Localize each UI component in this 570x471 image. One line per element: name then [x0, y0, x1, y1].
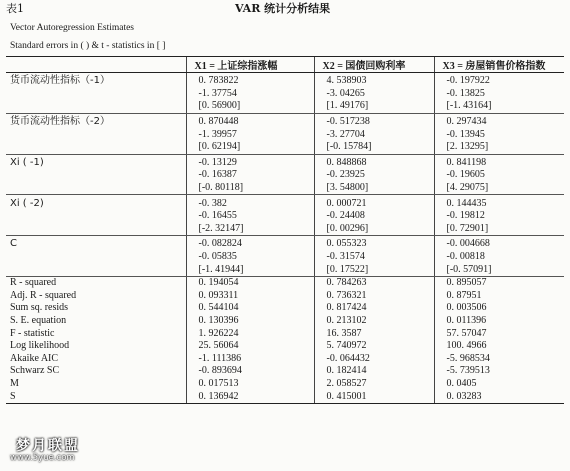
statistic-label: Akaike AIC	[10, 352, 59, 364]
table-number: 表1	[6, 2, 24, 15]
empty-label-cell	[6, 210, 186, 223]
std-error-cell: -3. 04265	[314, 88, 434, 101]
coefficient-cell: 0. 297434	[434, 113, 564, 128]
statistic-value: 0. 87951	[434, 290, 564, 303]
t-stat-cell: [0. 62194]	[186, 141, 314, 154]
coefficient-cell: -0. 382	[186, 195, 314, 210]
statistic-value: 0. 213102	[314, 315, 434, 328]
empty-label-cell	[6, 141, 186, 154]
statistic-value: 0. 017513	[186, 378, 314, 391]
std-error-cell: -0. 05835	[186, 251, 314, 264]
statistic-row	[6, 340, 564, 353]
coefficient-row	[6, 100, 564, 113]
coefficient-row	[6, 251, 564, 264]
variable-label: 货币流动性指标（-2）	[10, 116, 110, 128]
statistic-label: F - statistic	[10, 327, 55, 339]
empty-label-cell	[6, 169, 186, 182]
t-stat-cell: [0. 72901]	[434, 223, 564, 236]
empty-label-cell	[6, 251, 186, 264]
watermark-url: www.5yue.com	[10, 453, 75, 463]
table-header-row	[6, 57, 564, 73]
coefficient-cell: 0. 144435	[434, 195, 564, 210]
statistic-row	[6, 276, 564, 289]
coefficient-cell: 0. 841198	[434, 154, 564, 169]
t-stat-cell: [3. 54800]	[314, 182, 434, 195]
std-error-cell: -0. 19605	[434, 169, 564, 182]
coefficient-row	[6, 113, 564, 128]
t-stat-cell: [1. 49176]	[314, 100, 434, 113]
t-stat-cell: [-0. 15784]	[314, 141, 434, 154]
coefficient-row	[6, 88, 564, 101]
statistic-value: 5. 740972	[314, 340, 434, 353]
empty-label-cell	[6, 223, 186, 236]
coefficient-cell: -0. 004668	[434, 236, 564, 251]
std-error-cell: -1. 37754	[186, 88, 314, 101]
statistic-value: 0. 415001	[314, 390, 434, 403]
statistic-value: 0. 817424	[314, 302, 434, 315]
column-header: X1 = 上证综指涨幅	[186, 57, 314, 73]
statistic-label: R - squared	[10, 277, 57, 289]
statistic-row	[6, 390, 564, 403]
empty-label-cell	[6, 263, 186, 276]
empty-label-cell	[6, 128, 186, 141]
t-stat-cell: [-1. 43164]	[434, 100, 564, 113]
coefficient-row	[6, 141, 564, 154]
coefficient-cell: 0. 848868	[314, 154, 434, 169]
statistic-value: 0. 182414	[314, 365, 434, 378]
statistic-value: -0. 893694	[186, 365, 314, 378]
coefficient-row	[6, 195, 564, 210]
statistic-value: 0. 130396	[186, 315, 314, 328]
statistic-label: Adj. R - squared	[10, 289, 77, 301]
header-blank	[6, 57, 186, 73]
variable-label: C	[10, 238, 17, 250]
statistic-label: S. E. equation	[10, 314, 67, 326]
statistic-value: 0. 544104	[186, 302, 314, 315]
statistic-value: -0. 064432	[314, 352, 434, 365]
variable-label: Xi ( -2)	[10, 197, 44, 209]
table-body	[6, 73, 564, 404]
subtitle-estimates: Vector Autoregression Estimates	[10, 23, 135, 33]
empty-label-cell	[6, 88, 186, 101]
statistic-row	[6, 365, 564, 378]
variable-label: Xi ( -1)	[10, 156, 44, 168]
statistic-value: 0. 003506	[434, 302, 564, 315]
std-error-cell: -3. 27704	[314, 128, 434, 141]
t-stat-cell: [-0. 57091]	[434, 263, 564, 276]
t-stat-cell: [0. 56900]	[186, 100, 314, 113]
statistic-value: 16. 3587	[314, 327, 434, 340]
watermark-text: 梦月联盟	[16, 438, 80, 454]
t-stat-cell: [2. 13295]	[434, 141, 564, 154]
t-stat-cell: [0. 00296]	[314, 223, 434, 236]
std-error-cell: -0. 24408	[314, 210, 434, 223]
coefficient-row	[6, 169, 564, 182]
statistic-value: 57. 57047	[434, 327, 564, 340]
std-error-cell: -0. 16455	[186, 210, 314, 223]
std-error-cell: -1. 39957	[186, 128, 314, 141]
statistic-value: 1. 926224	[186, 327, 314, 340]
coefficient-row	[6, 236, 564, 251]
coefficient-row	[6, 154, 564, 169]
std-error-cell: -0. 16387	[186, 169, 314, 182]
statistic-value: 0. 194054	[186, 276, 314, 289]
coefficient-cell: -0. 197922	[434, 73, 564, 88]
empty-label-cell	[6, 100, 186, 113]
coefficient-cell: 0. 000721	[314, 195, 434, 210]
statistic-label: Schwarz SC	[10, 365, 60, 377]
coefficient-cell: -0. 13129	[186, 154, 314, 169]
t-stat-cell: [-2. 32147]	[186, 223, 314, 236]
statistic-value: 0. 011396	[434, 315, 564, 328]
statistic-value: 0. 03283	[434, 390, 564, 403]
table-title: VAR 统计分析结果	[235, 2, 331, 15]
statistic-value: -1. 111386	[186, 352, 314, 365]
statistic-value: 0. 136942	[186, 390, 314, 403]
statistic-row	[6, 302, 564, 315]
statistic-value: 0. 736321	[314, 290, 434, 303]
statistic-row	[6, 315, 564, 328]
std-error-cell: -0. 23925	[314, 169, 434, 182]
coefficient-cell: 0. 055323	[314, 236, 434, 251]
subtitle-standard-errors: Standard errors in ( ) & t - statistics in [ ]	[10, 41, 166, 51]
std-error-cell: -0. 13825	[434, 88, 564, 101]
statistic-row	[6, 290, 564, 303]
statistic-value: 0. 784263	[314, 276, 434, 289]
t-stat-cell: [4. 29075]	[434, 182, 564, 195]
statistic-value: 0. 0405	[434, 378, 564, 391]
std-error-cell: -0. 13945	[434, 128, 564, 141]
statistic-label: Log likelihood	[10, 340, 70, 352]
statistic-label: Sum sq. resids	[10, 302, 69, 314]
site-watermark	[2, 434, 88, 468]
empty-label-cell	[6, 182, 186, 195]
statistic-label: S	[6, 390, 186, 403]
column-header: X2 = 国债回购利率	[314, 57, 434, 73]
statistic-value: -5. 739513	[434, 365, 564, 378]
coefficient-row	[6, 182, 564, 195]
var-results-table	[6, 56, 564, 404]
statistic-row	[6, 327, 564, 340]
coefficient-cell: 0. 870448	[186, 113, 314, 128]
statistic-row	[6, 352, 564, 365]
column-header: X3 = 房屋销售价格指数	[434, 57, 564, 73]
statistic-value: 0. 895057	[434, 276, 564, 289]
coefficient-cell: 4. 538903	[314, 73, 434, 88]
statistic-value: 100. 4966	[434, 340, 564, 353]
coefficient-cell: 0. 783822	[186, 73, 314, 88]
statistic-value: 2. 058527	[314, 378, 434, 391]
coefficient-row	[6, 210, 564, 223]
t-stat-cell: [-1. 41944]	[186, 263, 314, 276]
coefficient-row	[6, 128, 564, 141]
statistic-value: 25. 56064	[186, 340, 314, 353]
statistic-row	[6, 378, 564, 391]
t-stat-cell: [0. 17522]	[314, 263, 434, 276]
statistic-label: M	[10, 377, 19, 389]
coefficient-row	[6, 223, 564, 236]
std-error-cell: -0. 31574	[314, 251, 434, 264]
coefficient-row	[6, 73, 564, 88]
t-stat-cell: [-0. 80118]	[186, 182, 314, 195]
variable-label: 货币流动性指标（-1）	[10, 75, 110, 87]
coefficient-cell: -0. 517238	[314, 113, 434, 128]
coefficient-cell: -0. 082824	[186, 236, 314, 251]
coefficient-row	[6, 263, 564, 276]
statistic-value: -5. 968534	[434, 352, 564, 365]
std-error-cell: -0. 00818	[434, 251, 564, 264]
statistic-value: 0. 093311	[186, 290, 314, 303]
std-error-cell: -0. 19812	[434, 210, 564, 223]
